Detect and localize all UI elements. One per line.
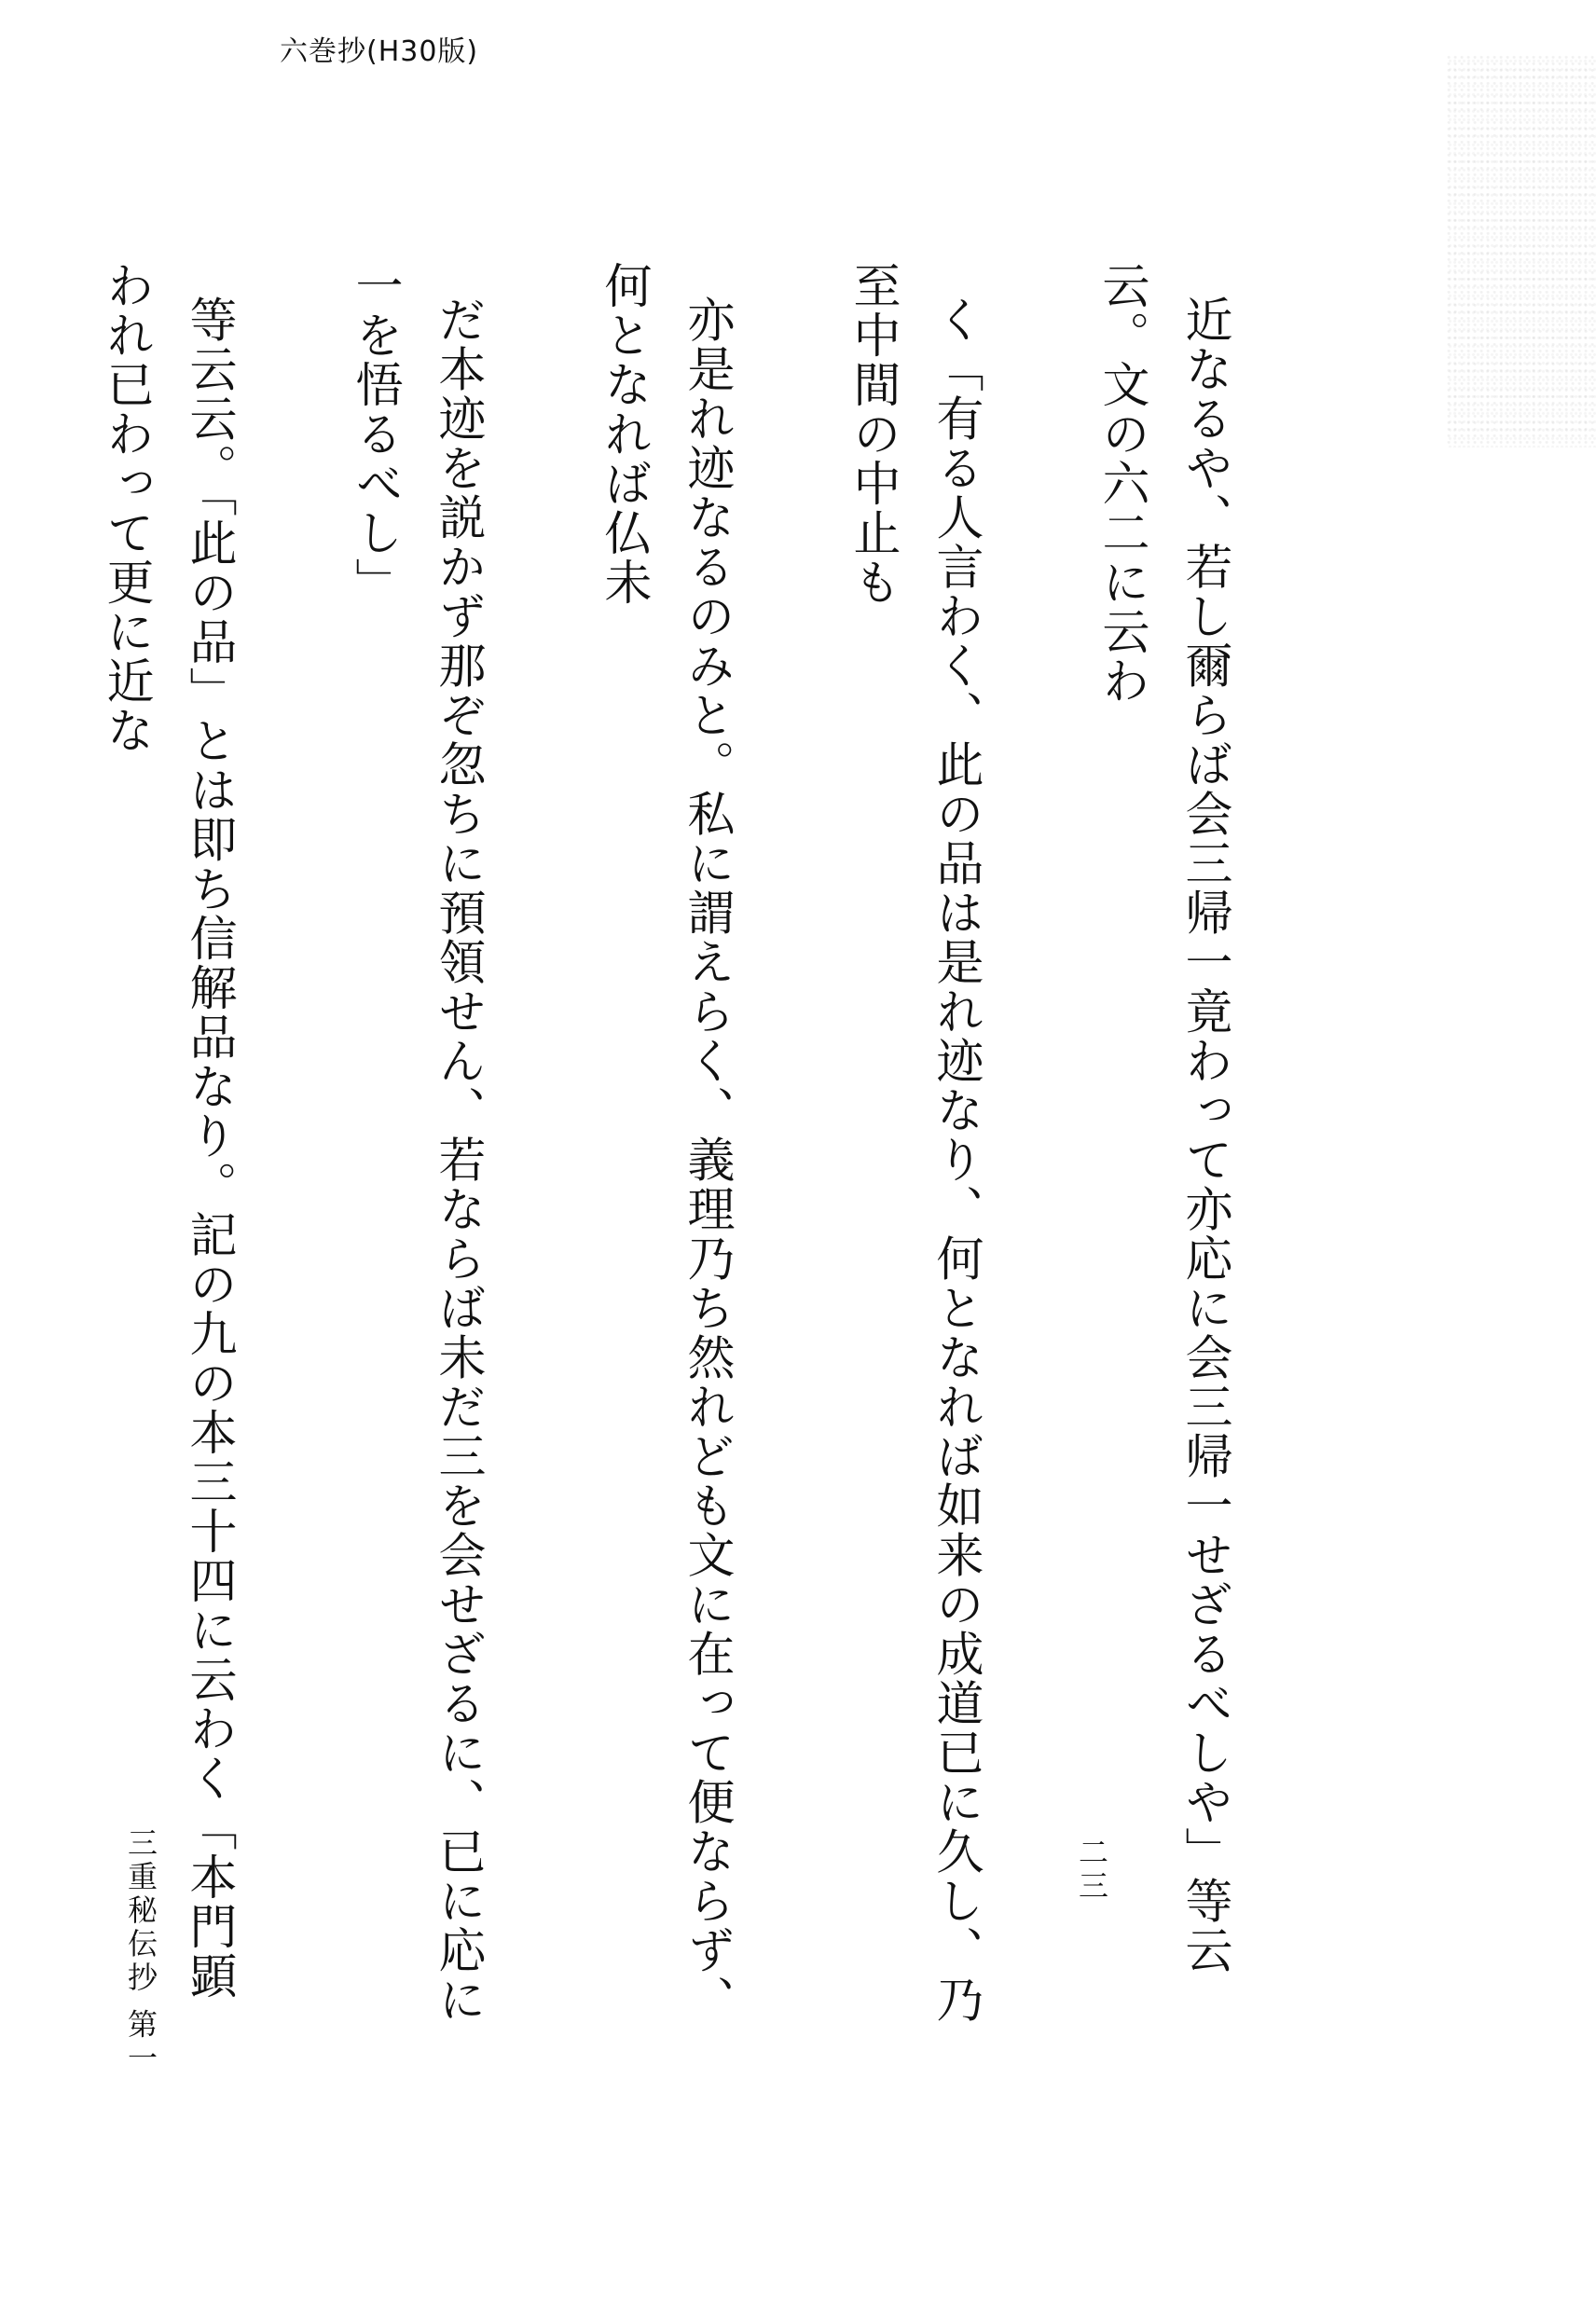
text-column-5: 等云云。「此の品」とは即ち信解品なり。記の九の本三十四に云わく「本門顕われ已わって更に近な (98, 261, 236, 2001)
scan-noise-edge (1447, 56, 1596, 447)
text-column-3: 亦是れ迹なるのみと。私に謂えらく、義理乃ち然れども文に在って便ならず、何となれば仏未 (596, 261, 734, 2025)
text-column-2: く「有る人言わく、此の品は是れ迹なり、何となれば如来の成道已に久し、乃至中間の中止も (845, 261, 983, 2025)
book-section-title: 三重秘伝抄 第一 (123, 1827, 158, 2076)
text-column-1: 近なるや、若し爾らば会三帰一竟わって亦応に会三帰一せざるべしや」等云云。文の六二に云わ (1094, 261, 1231, 1975)
page-number: 二三 (1074, 1837, 1109, 1904)
text-column-4: だ本迹を説かず那ぞ忽ちに預領せん、若ならば未だ三を会せざるに、已に応に一を悟るべし」 (347, 261, 485, 2025)
running-header: 六巻抄(H30版) (280, 35, 479, 68)
